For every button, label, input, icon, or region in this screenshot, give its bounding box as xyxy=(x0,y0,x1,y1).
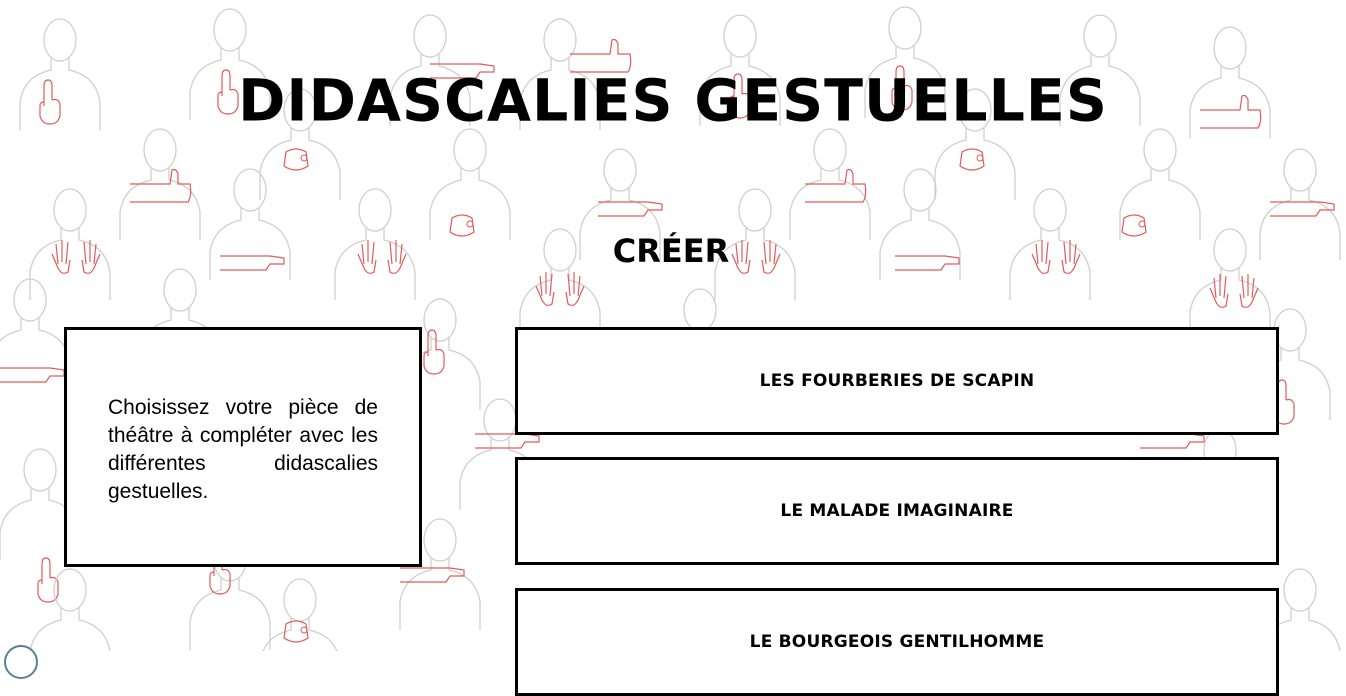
instructions-box xyxy=(64,327,422,567)
section-title: CRÉER xyxy=(612,232,730,270)
page-title: DIDASCALIES GESTUELLES xyxy=(238,67,1108,135)
play-button-bourgeois-gentilhomme[interactable] xyxy=(515,588,1279,696)
play-button-fourberies-de-scapin[interactable] xyxy=(515,327,1279,435)
instructions-text: Choisissez votre pièce de théâtre à compléter avec les différentes didascalies gestuelles. xyxy=(108,396,378,503)
right-edge-strip xyxy=(1342,0,1346,651)
play-button-malade-imaginaire[interactable] xyxy=(515,457,1279,565)
play-button-label: LE MALADE IMAGINAIRE xyxy=(780,501,1014,521)
play-button-label: LE BOURGEOIS GENTILHOMME xyxy=(749,632,1045,652)
play-button-label: LES FOURBERIES DE SCAPIN xyxy=(759,371,1035,391)
circle-badge-icon[interactable] xyxy=(4,645,38,679)
